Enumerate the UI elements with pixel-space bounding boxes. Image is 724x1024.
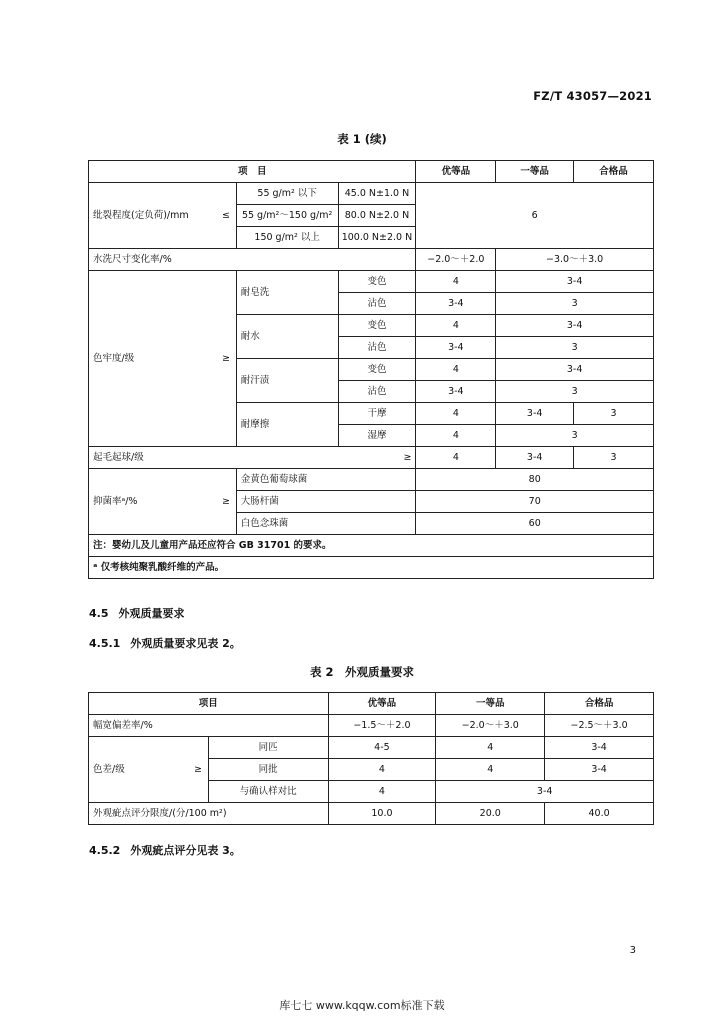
pill-label: 起毛起球/级 bbox=[89, 447, 339, 469]
anti-k: 白色念珠菌 bbox=[236, 513, 416, 535]
burst-load: 100.0 N±2.0 N bbox=[338, 227, 416, 249]
anti-v: 80 bbox=[416, 469, 654, 491]
col-grade2: 一等品 bbox=[436, 693, 545, 715]
shade-v2: 4 bbox=[436, 737, 545, 759]
defect-v3: 40.0 bbox=[545, 803, 654, 825]
anti-v: 60 bbox=[416, 513, 654, 535]
rub-v3: 3 bbox=[574, 403, 654, 425]
table-row bbox=[89, 469, 654, 491]
section-text: 外观质量要求见表 2。 bbox=[130, 637, 241, 650]
shade-v23: 3-4 bbox=[436, 781, 654, 803]
sweat-v1: 3-4 bbox=[416, 381, 496, 403]
rub-v23: 3 bbox=[496, 425, 654, 447]
defect-v1: 10.0 bbox=[328, 803, 436, 825]
burst-cond: 150 g/m² 以上 bbox=[236, 227, 338, 249]
table-row bbox=[89, 737, 654, 759]
shade-v2: 4 bbox=[436, 759, 545, 781]
shade-symbol: ≥ bbox=[188, 737, 208, 803]
shade-v1: 4 bbox=[328, 781, 436, 803]
rub-k2: 湿摩 bbox=[338, 425, 416, 447]
col-grade2: 一等品 bbox=[496, 161, 574, 183]
anti-k: 金黄色葡萄球菌 bbox=[236, 469, 416, 491]
shade-k2: 同批 bbox=[208, 759, 328, 781]
table1-header-row bbox=[89, 161, 654, 183]
table-row bbox=[89, 249, 654, 271]
shade-v1: 4 bbox=[328, 759, 436, 781]
soap-label: 耐皂洗 bbox=[236, 271, 338, 315]
shade-v3: 3-4 bbox=[545, 759, 654, 781]
col-grade1: 优等品 bbox=[416, 161, 496, 183]
table-row bbox=[89, 447, 654, 469]
rub-v1: 4 bbox=[416, 403, 496, 425]
rub-k1: 干摩 bbox=[338, 403, 416, 425]
anti-symbol: ≥ bbox=[216, 469, 236, 535]
anti-k: 大肠杆菌 bbox=[236, 491, 416, 513]
anti-label: 抑菌率ᵃ/% bbox=[89, 469, 217, 535]
col-grade1: 优等品 bbox=[328, 693, 436, 715]
table2 bbox=[88, 692, 654, 825]
table-row bbox=[89, 535, 654, 557]
soap-v1: 3-4 bbox=[416, 293, 496, 315]
table-row bbox=[89, 271, 654, 293]
anti-v: 70 bbox=[416, 491, 654, 513]
section-number: 4.5.1 bbox=[89, 637, 121, 650]
soap-k1: 变色 bbox=[338, 271, 416, 293]
table1-footnote: ᵃ 仅考核纯聚乳酸纤维的产品。 bbox=[89, 557, 654, 579]
col-item: 项目 bbox=[89, 693, 329, 715]
soap-v23: 3 bbox=[496, 293, 654, 315]
sweat-k1: 变色 bbox=[338, 359, 416, 381]
table1 bbox=[88, 160, 654, 579]
water-v1: 3-4 bbox=[416, 337, 496, 359]
wash-v1: −2.0～＋2.0 bbox=[416, 249, 496, 271]
soap-v1: 4 bbox=[416, 271, 496, 293]
width-v3: −2.5～＋3.0 bbox=[545, 715, 654, 737]
sweat-k2: 沾色 bbox=[338, 381, 416, 403]
shade-label: 色差/级 bbox=[89, 737, 189, 803]
wash-label: 水洗尺寸变化率/% bbox=[89, 249, 416, 271]
table-row bbox=[89, 715, 654, 737]
pill-v2: 3-4 bbox=[496, 447, 574, 469]
page-number: 3 bbox=[629, 945, 636, 956]
pill-v3: 3 bbox=[574, 447, 654, 469]
shade-k1: 同匹 bbox=[208, 737, 328, 759]
rub-v2: 3-4 bbox=[496, 403, 574, 425]
section-text: 外观疵点评分见表 3。 bbox=[130, 844, 241, 857]
pill-symbol: ≥ bbox=[338, 447, 416, 469]
rub-label: 耐摩擦 bbox=[236, 403, 338, 447]
table2-caption: 表 2 外观质量要求 bbox=[309, 665, 414, 679]
section-number: 4.5 bbox=[89, 607, 109, 620]
burst-cond: 55 g/m²～150 g/m² bbox=[236, 205, 338, 227]
defect-label: 外观疵点评分限度/(分/100 m²) bbox=[89, 803, 329, 825]
water-k1: 变色 bbox=[338, 315, 416, 337]
soap-v23: 3-4 bbox=[496, 271, 654, 293]
table2-header-row bbox=[89, 693, 654, 715]
burst-cond: 55 g/m² 以下 bbox=[236, 183, 338, 205]
burst-load: 45.0 N±1.0 N bbox=[338, 183, 416, 205]
burst-label: 纰裂程度(定负荷)/mm bbox=[89, 183, 217, 249]
width-label: 幅宽偏差率/% bbox=[89, 715, 329, 737]
col-grade3: 合格品 bbox=[574, 161, 654, 183]
table1-note: 注：婴幼儿及儿童用产品还应符合 GB 31701 的要求。 bbox=[89, 535, 654, 557]
col-item: 项 目 bbox=[89, 161, 416, 183]
section-4-5 bbox=[89, 605, 195, 621]
wash-v23: −3.0～＋3.0 bbox=[496, 249, 654, 271]
color-symbol: ≥ bbox=[216, 271, 236, 447]
soap-k2: 沾色 bbox=[338, 293, 416, 315]
col-grade3: 合格品 bbox=[545, 693, 654, 715]
width-v1: −1.5～＋2.0 bbox=[328, 715, 436, 737]
sweat-v1: 4 bbox=[416, 359, 496, 381]
shade-v1: 4-5 bbox=[328, 737, 436, 759]
footer-watermark: 库七七 www.kqqw.com标准下载 bbox=[279, 999, 445, 1012]
rub-v1: 4 bbox=[416, 425, 496, 447]
section-4-5-2 bbox=[89, 842, 251, 858]
table-row bbox=[89, 803, 654, 825]
pill-v1: 4 bbox=[416, 447, 496, 469]
shade-v3: 3-4 bbox=[545, 737, 654, 759]
standard-number: FZ/T 43057—2021 bbox=[533, 89, 652, 103]
burst-value: 6 bbox=[416, 183, 654, 249]
defect-v2: 20.0 bbox=[436, 803, 545, 825]
water-v23: 3 bbox=[496, 337, 654, 359]
table-row bbox=[89, 557, 654, 579]
section-4-5-1 bbox=[89, 635, 251, 651]
section-title: 外观质量要求 bbox=[118, 607, 185, 620]
table1-caption: 表 1 (续) bbox=[337, 132, 387, 146]
water-k2: 沾色 bbox=[338, 337, 416, 359]
sweat-label: 耐汗渍 bbox=[236, 359, 338, 403]
shade-k3: 与确认样对比 bbox=[208, 781, 328, 803]
water-v23: 3-4 bbox=[496, 315, 654, 337]
water-v1: 4 bbox=[416, 315, 496, 337]
width-v2: −2.0～＋3.0 bbox=[436, 715, 545, 737]
section-number: 4.5.2 bbox=[89, 844, 121, 857]
sweat-v23: 3-4 bbox=[496, 359, 654, 381]
sweat-v23: 3 bbox=[496, 381, 654, 403]
color-label: 色牢度/级 bbox=[89, 271, 217, 447]
water-label: 耐水 bbox=[236, 315, 338, 359]
burst-load: 80.0 N±2.0 N bbox=[338, 205, 416, 227]
table-row bbox=[89, 183, 654, 205]
burst-symbol: ≤ bbox=[216, 183, 236, 249]
